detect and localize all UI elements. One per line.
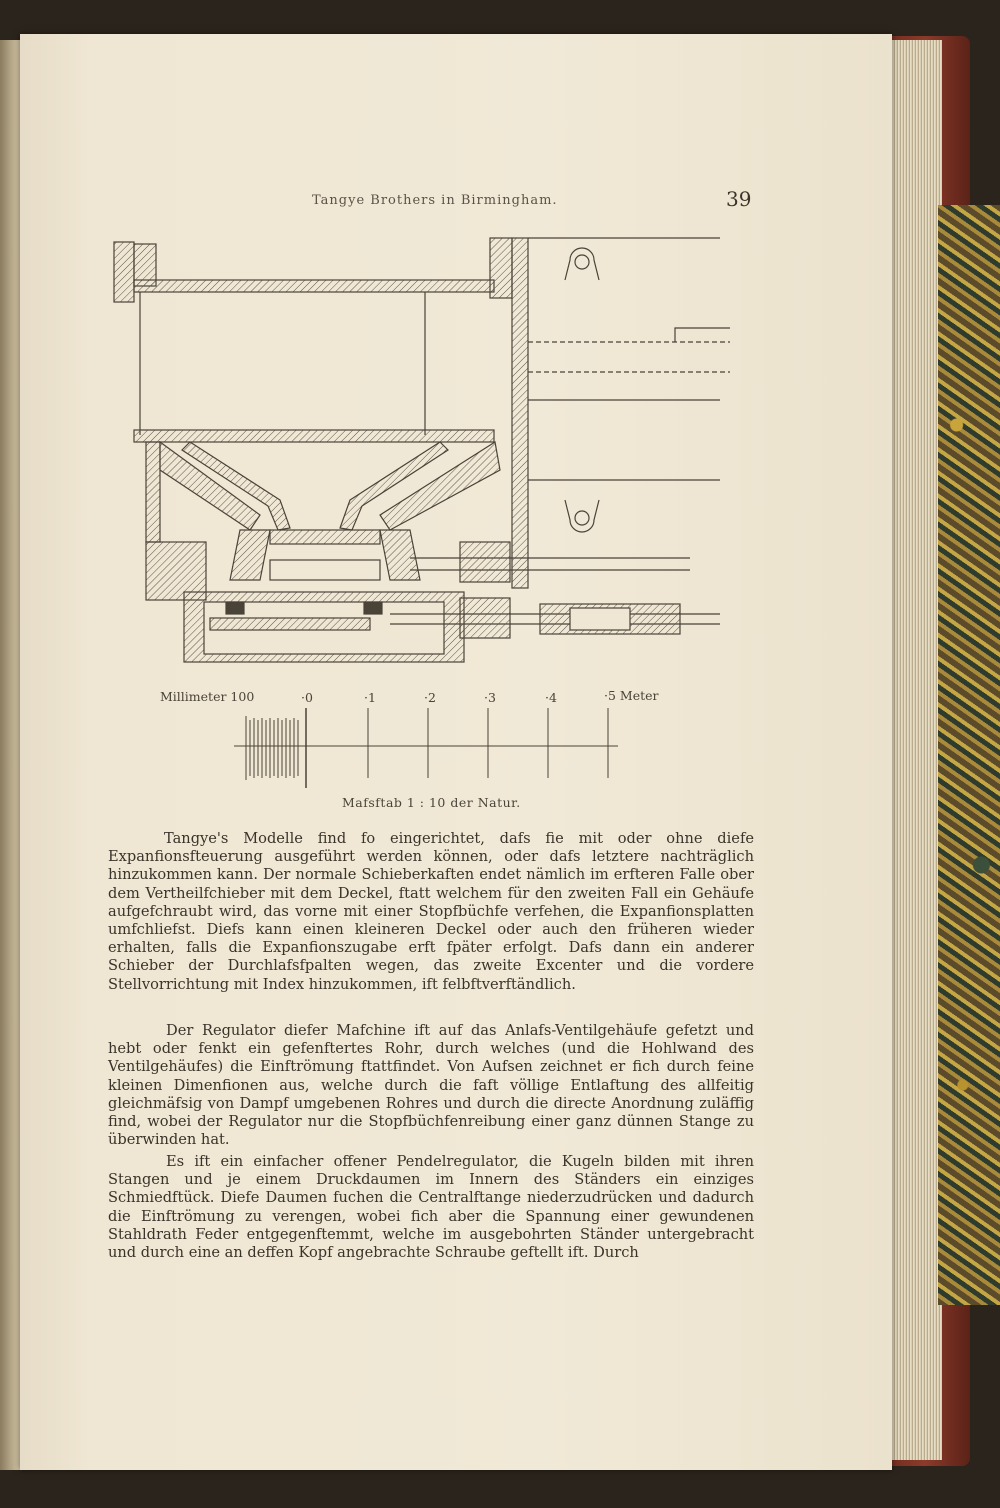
scale-tick-5: ·5 Meter <box>604 688 659 703</box>
cylinder-section <box>114 238 730 662</box>
paragraph-3 <box>108 1153 754 1262</box>
page-number: 39 <box>726 187 752 211</box>
scale-left-label: Millimeter 100 <box>160 689 255 704</box>
running-head: Tangye Brothers in Birmingham. <box>312 193 558 208</box>
scale-tick-0: ·0 <box>301 690 313 705</box>
technical-drawing <box>100 230 740 710</box>
paragraph-3-text: Es ift ein einfacher offener Pendelregulator, die Kugeln bilden mit ihren Stangen und je einem Druckdaumen im Innern des Ständers ein einziges Schmiedftück. Diefe Daumen fuchen die Centralftange niederzudrücken und dadurch die Einftrömung zu verengen, wobei fich aber die Spannung einer gewundenen Stahldrath Feder entgegenftemmt, welche im ausgebohrten Ständer untergebracht und durch eine an deffen Kopf angebrachte Schraube geftellt ift. Durch <box>108 1153 754 1262</box>
paragraph-2-text: Der Regulator diefer Mafchine ift auf das Anlafs-Ventilgehäufe gefetzt und hebt oder fenkt ein gefenftertes Rohr, durch welches (und die Hohlwand des Ventilgehäufes) die Einftrömung ftattfindet. Von Aufsen zeichnet er fich durch feine kleinen Dimenfionen aus, welche durch die faft völlige Entlaftung des allfeitig gleichmäfsig von Dampf umgebenen Rohres und durch die directe Anordnung zuläffig find, wobei der Regulator nur die Stopfbüchfenreibung einer ganz dünnen Stange zu überwinden hat. <box>108 1022 754 1149</box>
page-edges <box>890 40 942 1460</box>
scale-tick-4: ·4 <box>545 690 557 705</box>
paragraph-1-text: Tangye's Modelle find fo eingerichtet, dafs fie mit oder ohne diefe Expanfionsfteuerung ausgeführt werden können, oder dafs letztere nachträglich hinzukommen kann. Der normale Schieberkaften endet nämlich im erfteren Falle ober dem Vertheilfchieber mit dem Deckel, ftatt welchem für den zweiten Fall ein Gehäufe aufgefchraubt wird, das vorne mit einer Stopfbüchfe verfehen, die Expanfionsplatten umfchliefst. Diefs kann einen kleineren Deckel oder auch den früheren wieder erhalten, falls die Expanfionszugabe erft fpäter erfolgt. Dafs dann ein anderer Schieber der Durchlafsfpalten wegen, das zweite Excenter und die vordere Stellvorrichtung mit Index hinzukommen, ift felbftverftändlich. <box>108 830 754 993</box>
marbled-endpaper <box>938 205 1000 1305</box>
scale-tick-3: ·3 <box>484 690 496 705</box>
scale-tick-2: ·2 <box>424 690 436 705</box>
scale-tick-1: ·1 <box>364 690 376 705</box>
paragraph-2 <box>108 1022 754 1149</box>
figure-caption: Mafsftab 1 : 10 der Natur. <box>342 795 521 810</box>
paragraph-1 <box>108 830 754 994</box>
